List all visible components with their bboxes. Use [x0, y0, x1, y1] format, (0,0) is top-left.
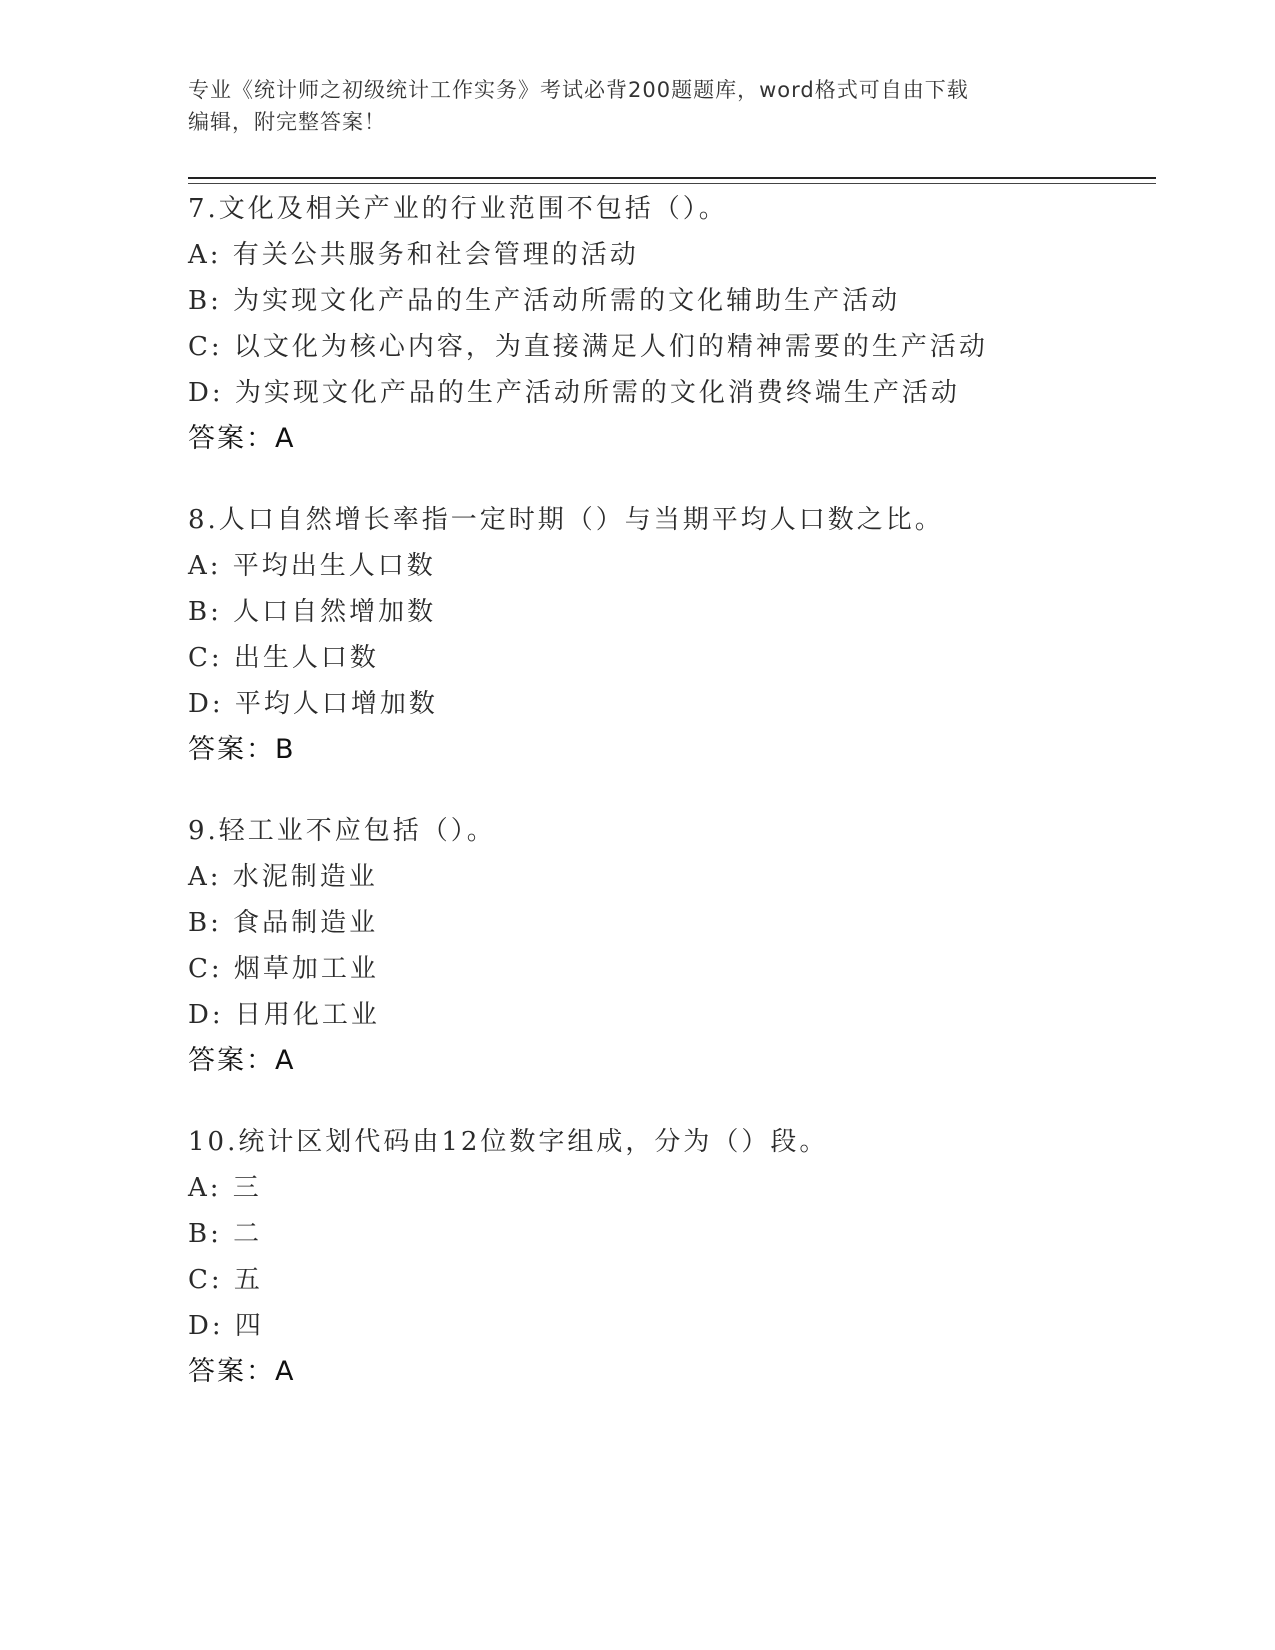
answer-label: 答案：B: [188, 734, 296, 765]
option-b: B: 食品制造业: [188, 908, 379, 938]
header-line-1: 专业《统计师之初级统计工作实务》考试必背200题题库，word格式可自由下载: [188, 78, 969, 102]
option-a: A: 有关公共服务和社会管理的活动: [188, 240, 639, 270]
option-d: D: 为实现文化产品的生产活动所需的文化消费终端生产活动: [188, 378, 960, 408]
question-stem: 8.人口自然增长率指一定时期（）与当期平均人口数之比。: [188, 505, 944, 535]
option-c: C: 五: [188, 1265, 263, 1295]
answer-label: 答案：A: [188, 1045, 296, 1076]
question-block-8: [188, 497, 1148, 773]
question-stem: 7.文化及相关产业的行业范围不包括（）。: [188, 194, 728, 224]
option-b: B: 人口自然增加数: [188, 597, 437, 627]
option-a: A: 水泥制造业: [188, 862, 378, 892]
option-c: C: 出生人口数: [188, 643, 379, 673]
option-d: D: 四: [188, 1311, 264, 1341]
option-d: D: 平均人口增加数: [188, 689, 438, 719]
question-stem: 10.统计区划代码由12位数字组成，分为（）段。: [188, 1127, 829, 1157]
answer-label: 答案：A: [188, 423, 296, 454]
option-c: C: 烟草加工业: [188, 954, 379, 984]
option-b: B: 为实现文化产品的生产活动所需的文化辅助生产活动: [188, 286, 901, 316]
question-block-9: [188, 808, 1148, 1084]
header-divider-thick: [188, 177, 1156, 179]
option-d: D: 日用化工业: [188, 1000, 380, 1030]
question-block-10: [188, 1119, 1148, 1395]
option-a: A: 三: [188, 1173, 262, 1203]
option-a: A: 平均出生人口数: [188, 551, 436, 581]
question-block-7: [188, 186, 1148, 462]
document-header: [188, 74, 1088, 138]
header-line-2: 编辑，附完整答案！: [188, 110, 386, 134]
question-stem: 9.轻工业不应包括（）。: [188, 816, 496, 846]
option-c: C: 以文化为核心内容，为直接满足人们的精神需要的生产活动: [188, 332, 988, 362]
option-b: B: 二: [188, 1219, 263, 1249]
answer-label: 答案：A: [188, 1356, 296, 1387]
header-divider-thin: [188, 183, 1156, 184]
